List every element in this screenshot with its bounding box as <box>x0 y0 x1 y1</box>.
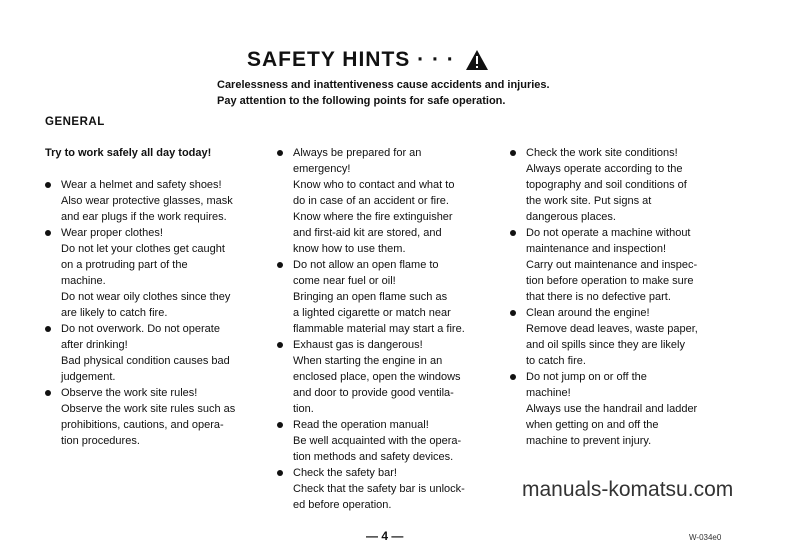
hint-line: machine. <box>61 275 106 287</box>
hint-item <box>293 417 489 465</box>
hint-line: do in case of an accident or fire. <box>293 195 449 207</box>
hint-line: Read the operation manual! <box>293 419 429 431</box>
hint-item <box>526 225 722 305</box>
lead-text: Try to work safely all day today! <box>45 147 212 159</box>
hint-line: Carry out maintenance and inspec- <box>526 259 698 271</box>
bullet-icon <box>510 310 516 316</box>
hint-line: Be well acquainted with the opera- <box>293 435 462 447</box>
hint-line: Bad physical condition causes bad <box>61 355 230 367</box>
hint-item <box>293 257 489 337</box>
hint-line: tion before operation to make sure <box>526 275 694 287</box>
hint-line: Do not overwork. Do not operate <box>61 323 220 335</box>
hint-line: machine to prevent injury. <box>526 435 652 447</box>
hint-line: and door to provide good ventila- <box>293 387 454 399</box>
hint-line: Observe the work site rules! <box>61 387 198 399</box>
bullet-icon <box>45 182 51 188</box>
bullet-icon <box>277 470 283 476</box>
hint-line: Check that the safety bar is unlock- <box>293 483 465 495</box>
hint-line: machine! <box>526 387 571 399</box>
hint-line: emergency! <box>293 163 351 175</box>
hint-line: Check the safety bar! <box>293 467 397 479</box>
hint-line: tion. <box>293 403 314 415</box>
hint-line: Clean around the engine! <box>526 307 650 319</box>
bullet-icon <box>277 422 283 428</box>
hint-line: judgement. <box>61 371 116 383</box>
hint-line: on a protruding part of the <box>61 259 188 271</box>
bullet-icon <box>45 326 51 332</box>
hint-line: and oil spills since they are likely <box>526 339 685 351</box>
hint-line: Exhaust gas is dangerous! <box>293 339 423 351</box>
hint-line: maintenance and inspection! <box>526 243 667 255</box>
bullet-icon <box>277 342 283 348</box>
hint-line: after drinking! <box>61 339 128 351</box>
hint-line: and first-aid kit are stored, and <box>293 227 442 239</box>
bullet-icon <box>277 150 283 156</box>
hint-item <box>293 145 489 257</box>
hint-line: Always use the handrail and ladder <box>526 403 698 415</box>
hint-line: flammable material may start a fire. <box>293 323 465 335</box>
column-2 <box>293 145 489 513</box>
hint-line: tion procedures. <box>61 435 140 447</box>
hint-line: to catch fire. <box>526 355 586 367</box>
subtitle-line: Carelessness and inattentiveness cause accidents and injuries. <box>217 79 550 91</box>
warning-triangle-icon <box>466 50 488 70</box>
hint-line: Also wear protective glasses, mask <box>61 195 233 207</box>
bullet-icon <box>510 230 516 236</box>
column-3 <box>526 145 722 449</box>
hint-line: Wear a helmet and safety shoes! <box>61 179 222 191</box>
bullet-icon <box>277 262 283 268</box>
hint-line: Check the work site conditions! <box>526 147 678 159</box>
hint-line: ed before operation. <box>293 499 392 511</box>
bullet-icon <box>510 374 516 380</box>
hint-line: that there is no defective part. <box>526 291 671 303</box>
bullet-icon <box>510 150 516 156</box>
hint-line: topography and soil conditions of <box>526 179 687 191</box>
hint-item <box>61 385 257 449</box>
hint-item <box>61 177 257 225</box>
hint-line: when getting on and off the <box>526 419 659 431</box>
hint-line: Do not operate a machine without <box>526 227 691 239</box>
hint-item <box>526 305 722 369</box>
hint-line: Do not allow an open flame to <box>293 259 439 271</box>
hint-line: tion methods and safety devices. <box>293 451 454 463</box>
hint-line: are likely to catch fire. <box>61 307 168 319</box>
hint-line: come near fuel or oil! <box>293 275 396 287</box>
hint-line: Always operate according to the <box>526 163 683 175</box>
hint-line: Do not let your clothes get caught <box>61 243 225 255</box>
bullet-icon <box>45 230 51 236</box>
hint-line: dangerous places. <box>526 211 616 223</box>
hint-line: the work site. Put signs at <box>526 195 652 207</box>
page-title: SAFETY HINTS · · · <box>247 48 455 71</box>
column-1 <box>45 145 257 449</box>
hint-item <box>526 369 722 449</box>
hint-line: Remove dead leaves, waste paper, <box>526 323 698 335</box>
hint-item <box>61 321 257 385</box>
hint-line: prohibitions, cautions, and opera- <box>61 419 224 431</box>
hint-line: Know where the fire extinguisher <box>293 211 453 223</box>
hint-line: and ear plugs if the work requires. <box>61 211 227 223</box>
hint-item <box>293 337 489 417</box>
hint-line: Wear proper clothes! <box>61 227 163 239</box>
hint-line: Bringing an open flame such as <box>293 291 448 303</box>
hint-line: enclosed place, open the windows <box>293 371 461 383</box>
hint-line: Always be prepared for an <box>293 147 422 159</box>
hint-item <box>526 145 722 225</box>
watermark: manuals-komatsu.com <box>522 478 734 501</box>
hint-item <box>293 465 489 513</box>
hint-line: When starting the engine in an <box>293 355 443 367</box>
page-number: — 4 — <box>366 529 404 543</box>
hint-line: know how to use them. <box>293 243 406 255</box>
hint-line: a lighted cigarette or match near <box>293 307 451 319</box>
hint-line: Do not wear oily clothes since they <box>61 291 231 303</box>
document-code: W-034e0 <box>689 533 722 542</box>
hint-line: Observe the work site rules such as <box>61 403 236 415</box>
section-heading: GENERAL <box>45 116 105 128</box>
bullet-icon <box>45 390 51 396</box>
subtitle-line: Pay attention to the following points for safe operation. <box>217 95 506 107</box>
hint-item <box>61 225 257 321</box>
hint-line: Know who to contact and what to <box>293 179 455 191</box>
hint-line: Do not jump on or off the <box>526 371 647 383</box>
